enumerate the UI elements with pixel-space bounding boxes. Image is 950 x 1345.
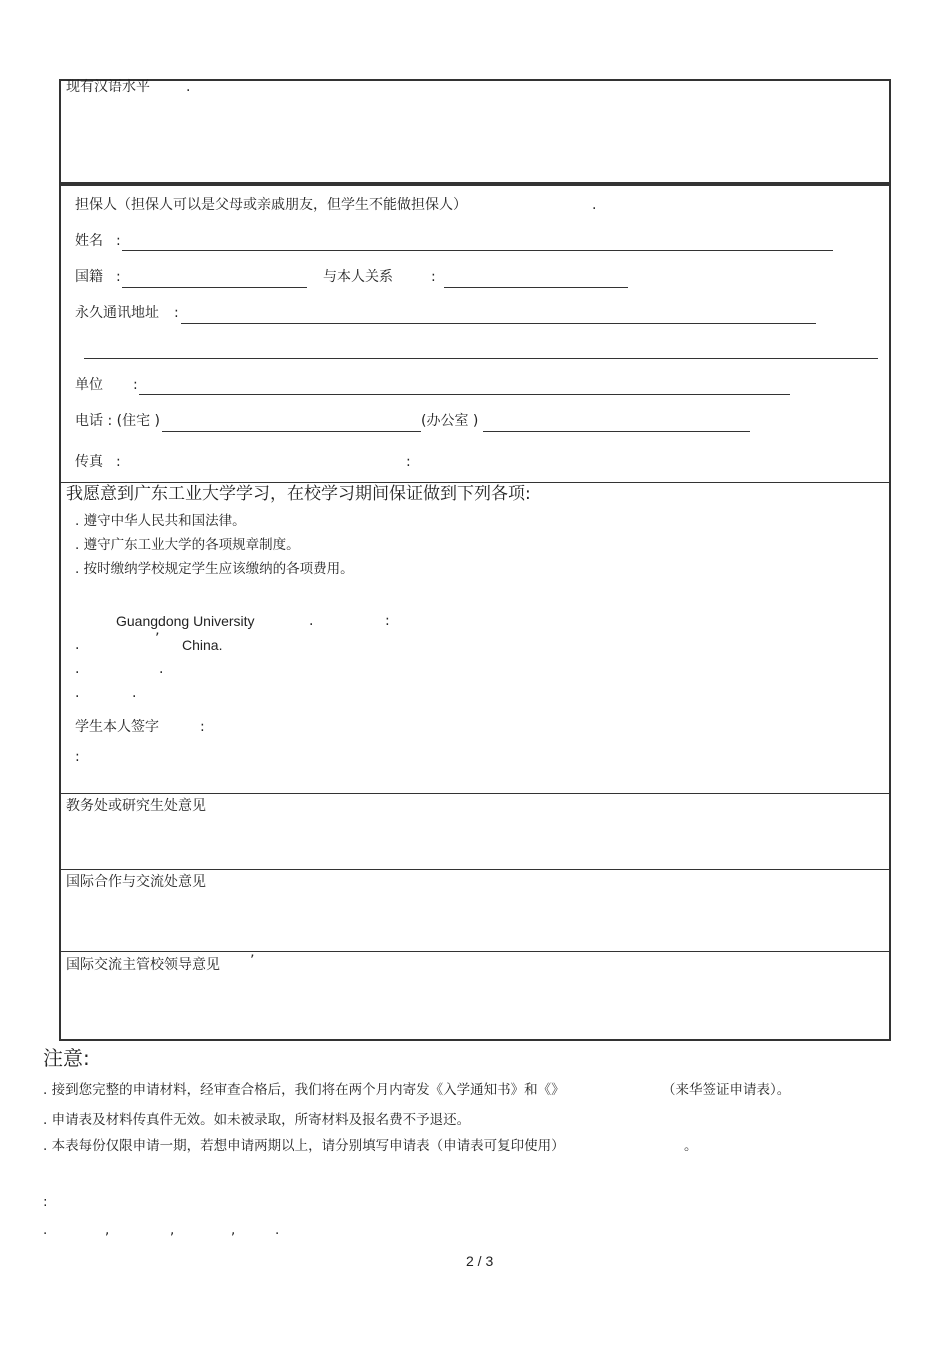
pledge-english-dot: . bbox=[309, 613, 314, 629]
guarantor-employer-label: 单位 bbox=[75, 377, 103, 393]
date-field[interactable] bbox=[84, 744, 384, 768]
divider bbox=[59, 793, 891, 794]
trailing-punct: . bbox=[275, 1222, 280, 1238]
trailing-colon: : bbox=[43, 1194, 48, 1210]
note-item-suffix: 。 bbox=[684, 1138, 698, 1154]
date-colon: : bbox=[75, 749, 80, 765]
pledge-english-dot: . bbox=[75, 661, 80, 677]
pledge-english-fragment: China. bbox=[182, 637, 223, 653]
guarantor-name-field[interactable] bbox=[122, 250, 833, 251]
pledge-english-dot: . bbox=[75, 637, 80, 653]
guarantor-nationality-field[interactable] bbox=[122, 287, 307, 288]
guarantor-home-phone-field[interactable] bbox=[162, 431, 421, 432]
pledge-english-fragment: Guangdong University bbox=[116, 613, 255, 629]
guarantor-nationality-label: 国籍 bbox=[75, 269, 103, 285]
guarantor-home-phone-label: 电话 : (住宅 ) bbox=[75, 413, 160, 429]
chinese-level-label: 现有汉语水平 bbox=[66, 79, 150, 95]
colon: : bbox=[116, 269, 121, 285]
page-number: 2 / 3 bbox=[466, 1253, 494, 1269]
notes-title: 注意: bbox=[43, 1046, 90, 1070]
pledge-english-dot: . bbox=[132, 685, 137, 701]
guarantor-address-label: 永久通讯地址 bbox=[75, 305, 159, 321]
chinese-level-field[interactable] bbox=[64, 100, 884, 178]
colon: : bbox=[406, 454, 411, 470]
pledge-english-apostrophe: ’ bbox=[155, 631, 160, 647]
trailing-punct: , bbox=[105, 1222, 110, 1238]
leader-opinion-label: 国际交流主管校领导意见 bbox=[66, 957, 220, 973]
signature-colon: : bbox=[200, 719, 205, 735]
guarantor-name-label: 姓名 bbox=[75, 233, 103, 249]
pledge-english-dot: . bbox=[159, 661, 164, 677]
divider bbox=[59, 951, 891, 952]
trailing-punct: , bbox=[231, 1222, 236, 1238]
academic-affairs-opinion-label: 教务处或研究生处意见 bbox=[66, 798, 206, 814]
colon: : bbox=[116, 454, 121, 470]
guarantor-office-phone-label: (办公室 ) bbox=[421, 413, 479, 429]
academic-affairs-opinion-field[interactable] bbox=[64, 818, 884, 866]
note-item: . 接到您完整的申请材料，经审查合格后，我们将在两个月内寄发《入学通知书》和《》 bbox=[43, 1082, 565, 1098]
guarantor-heading: 担保人（担保人可以是父母或亲戚朋友，但学生不能做担保人） bbox=[75, 197, 467, 213]
guarantor-employer-field[interactable] bbox=[139, 394, 790, 395]
guarantor-heading-dot: . bbox=[592, 197, 597, 213]
pledge-heading: 我愿意到广东工业大学学习，在校学习期间保证做到下列各项: bbox=[66, 484, 531, 504]
trailing-punct: . bbox=[43, 1222, 48, 1238]
note-item-suffix: （来华签证申请表）。 bbox=[662, 1082, 791, 1098]
international-office-opinion-field[interactable] bbox=[64, 894, 884, 948]
note-item: . 本表每份仅限申请一期，若想申请两期以上，请分别填写申请表（申请表可复印使用） bbox=[43, 1138, 565, 1154]
guarantor-office-phone-field[interactable] bbox=[483, 431, 750, 432]
guarantor-address-field-line2[interactable] bbox=[84, 358, 878, 359]
divider bbox=[59, 869, 891, 870]
guarantor-address-field[interactable] bbox=[181, 323, 816, 324]
note-item: . 申请表及材料传真件无效。如未被录取，所寄材料及报名费不予退还。 bbox=[43, 1112, 471, 1128]
international-office-opinion-label: 国际合作与交流处意见 bbox=[66, 874, 206, 890]
pledge-english-dot: . bbox=[75, 685, 80, 701]
pledge-item: . 遵守广东工业大学的各项规章制度。 bbox=[75, 537, 300, 553]
guarantor-relation-label: 与本人关系 bbox=[323, 269, 393, 285]
pledge-item: . 按时缴纳学校规定学生应该缴纳的各项费用。 bbox=[75, 561, 354, 577]
leader-opinion-mark: ’ bbox=[250, 953, 255, 969]
signature-field[interactable] bbox=[210, 714, 510, 738]
guarantor-fax-label: 传真 bbox=[75, 454, 103, 470]
pledge-english-colon: : bbox=[385, 613, 390, 629]
colon: : bbox=[133, 377, 138, 393]
leader-opinion-field[interactable] bbox=[64, 978, 884, 1036]
colon: : bbox=[174, 305, 179, 321]
colon: : bbox=[116, 233, 121, 249]
guarantor-relation-field[interactable] bbox=[444, 287, 628, 288]
colon: : bbox=[431, 269, 436, 285]
pledge-item: . 遵守中华人民共和国法律。 bbox=[75, 513, 246, 529]
trailing-punct: , bbox=[170, 1222, 175, 1238]
signature-label: 学生本人签字 bbox=[75, 719, 159, 735]
divider bbox=[59, 482, 891, 483]
chinese-level-dot: . bbox=[186, 79, 191, 95]
